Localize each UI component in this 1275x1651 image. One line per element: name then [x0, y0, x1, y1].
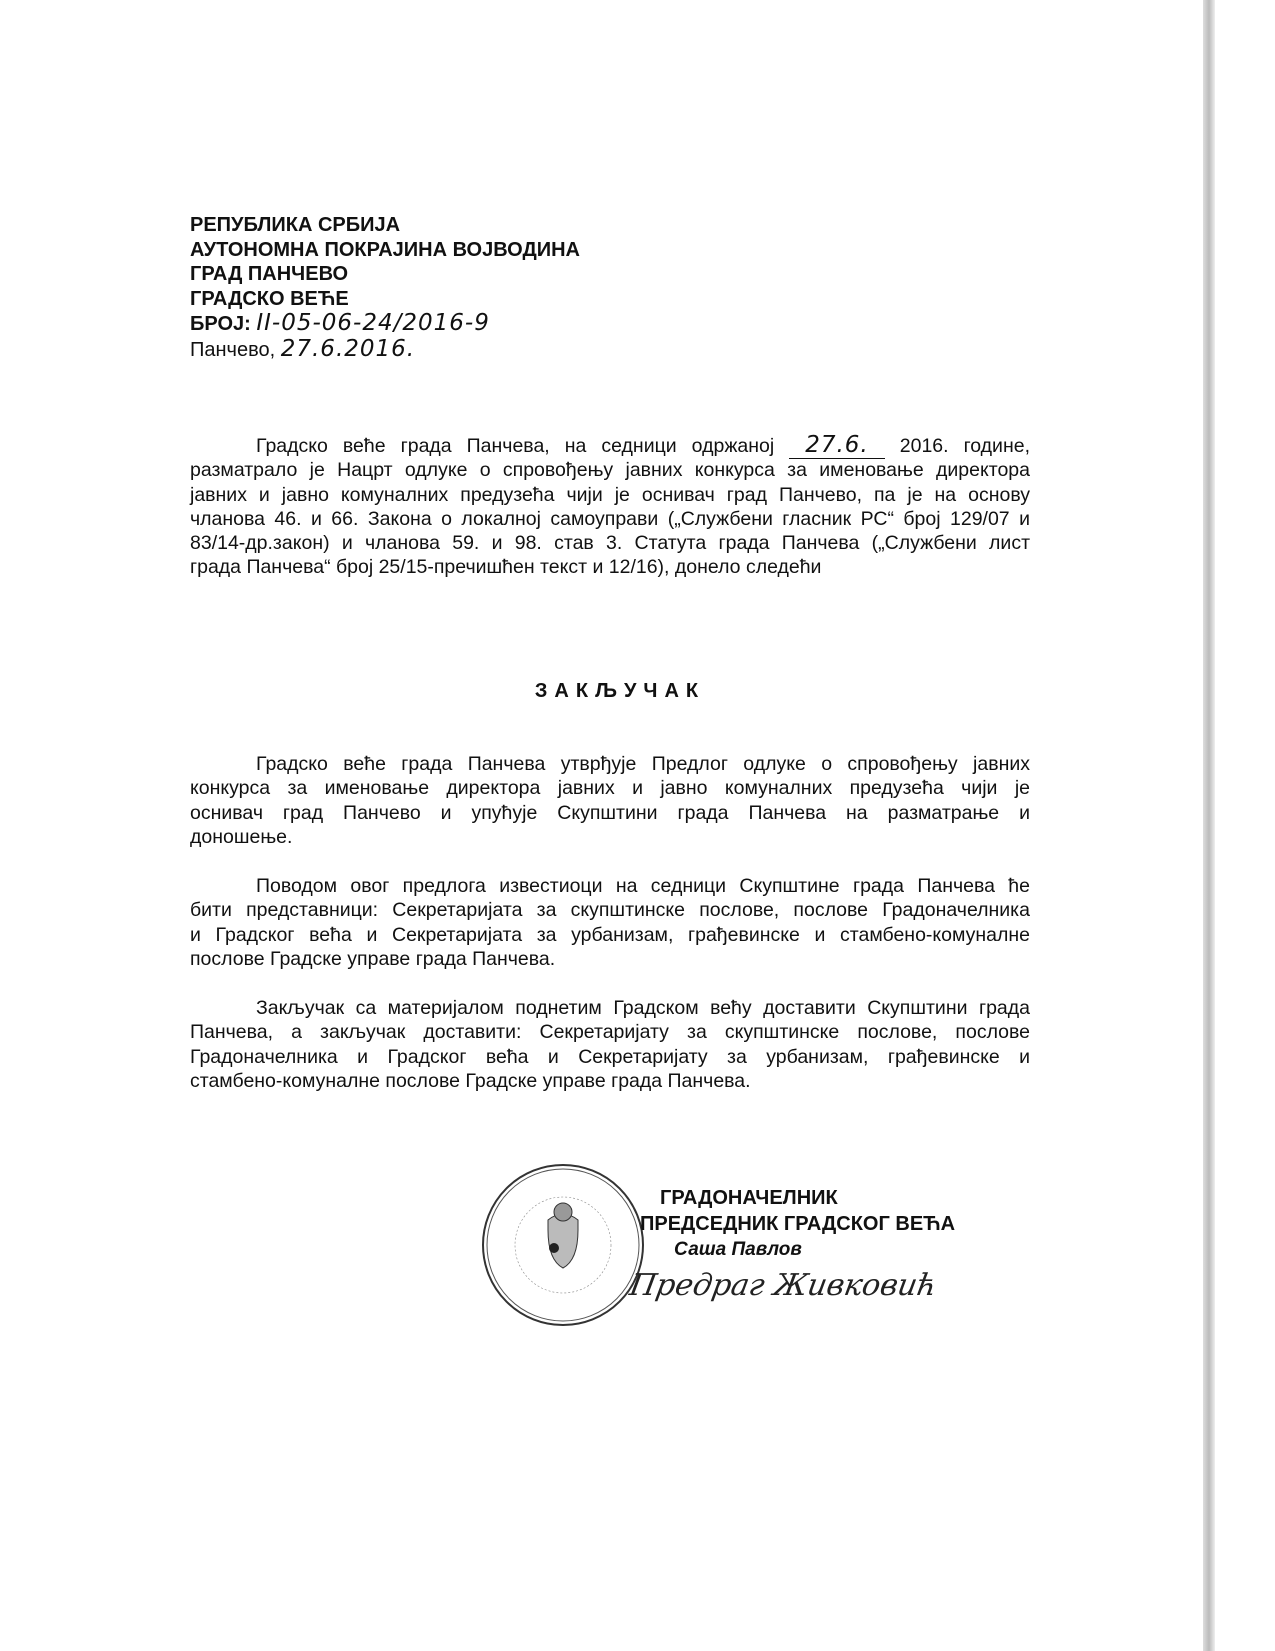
conclusion-paragraph-1 — [190, 752, 1030, 849]
paragraph-line: 83/14-др.закон) и чланова 59. и 98. став 3. Статута града Панчева („Службени лист — [190, 532, 1030, 555]
date-value: 27.6.2016. — [280, 335, 416, 362]
conclusion-paragraph-3 — [190, 996, 1030, 1093]
text: 2016. године, — [899, 435, 1030, 457]
scan-edge — [1203, 0, 1215, 1651]
number-value: II-05-06-24/2016-9 — [256, 310, 490, 336]
paragraph-line: конкурса за именовање директора јавних и јавно комуналних предузећа чији је — [190, 777, 1030, 800]
header-line: РЕПУБЛИКА СРБИЈА — [190, 214, 401, 236]
paragraph-line: чланова 46. и 66. Закона о локалној самоуправи („Службени гласник РС“ број 129/07 и — [190, 507, 1030, 530]
document-date — [190, 337, 580, 363]
paragraph-line: Поводом овог предлога известиоци на седници Скупштине града Панчева ће — [256, 875, 1030, 897]
place-label: Панчево, — [190, 338, 276, 361]
number-label: БРОЈ: — [190, 313, 251, 335]
paragraph-line: Градско веће града Панчева утврђује Предлог одлуке о спровођењу јавних — [256, 753, 1030, 775]
signatory-title-2: ПРЕДСЕДНИК ГРАДСКОГ ВЕЋА — [640, 1213, 956, 1235]
paragraph-line: оснивач град Панчево и упућује Скупштини града Панчева на разматрање и — [190, 801, 1030, 824]
text: Градско веће града Панчева, на седници одржаној — [256, 435, 775, 457]
paragraph-line: и Градског већа и Секретаријата за урбанизам, грађевинске и стамбено-комуналне — [190, 923, 1030, 946]
paragraph-line: послове Градске управе града Панчева. — [190, 947, 556, 970]
paragraph-line: доношење. — [190, 825, 293, 848]
handwritten-signature: Предраг Живковић — [626, 1268, 940, 1303]
session-date: 27.6. — [789, 432, 885, 459]
conclusion-paragraph-2 — [190, 874, 1030, 971]
intro-paragraph — [190, 433, 1030, 580]
document-title: ЗАКЉУЧАК — [534, 680, 706, 702]
paragraph-line: јавних и јавно комуналних предузећа чији је оснивач град Панчево, па је на основу — [190, 483, 1030, 506]
paragraph-line: стамбено-комуналне послове Градске управе града Панчева. — [190, 1069, 751, 1092]
header-line: ГРАД ПАНЧЕВО — [190, 263, 349, 285]
official-seal — [478, 1160, 648, 1330]
paragraph-line: бити представници: Секретаријата за скупштинске послове, послове Градоначелника — [190, 899, 1030, 922]
paragraph-line: Панчева, а закључак доставити: Секретаријату за скупштинске послове, послове — [190, 1021, 1030, 1044]
signatory-name: Саша Павлов — [674, 1239, 802, 1260]
paragraph-line — [190, 433, 1030, 458]
document-number — [190, 311, 580, 337]
signature-block — [640, 1185, 955, 1263]
header-line: ГРАДСКО ВЕЋЕ — [190, 287, 349, 310]
paragraph-line: града Панчева“ број 25/15-пречишћен текст и 12/16), донело следећи — [190, 556, 822, 579]
signatory-title-1: ГРАДОНАЧЕЛНИК — [660, 1187, 838, 1209]
header-line: АУТОНОМНА ПОКРАЈИНА ВОЈВОДИНА — [190, 238, 580, 261]
paragraph-line: Градоначелника и Градског већа и Секретаријату за урбанизам, грађевинске и — [190, 1045, 1030, 1068]
paragraph-line: Закључак са материјалом поднетим Градском већу доставити Скупштини града — [256, 997, 1030, 1019]
paragraph-line: разматрало је Нацрт одлуке о спровођењу јавних конкурса за именовање директора — [190, 459, 1030, 482]
document-header — [190, 213, 580, 362]
